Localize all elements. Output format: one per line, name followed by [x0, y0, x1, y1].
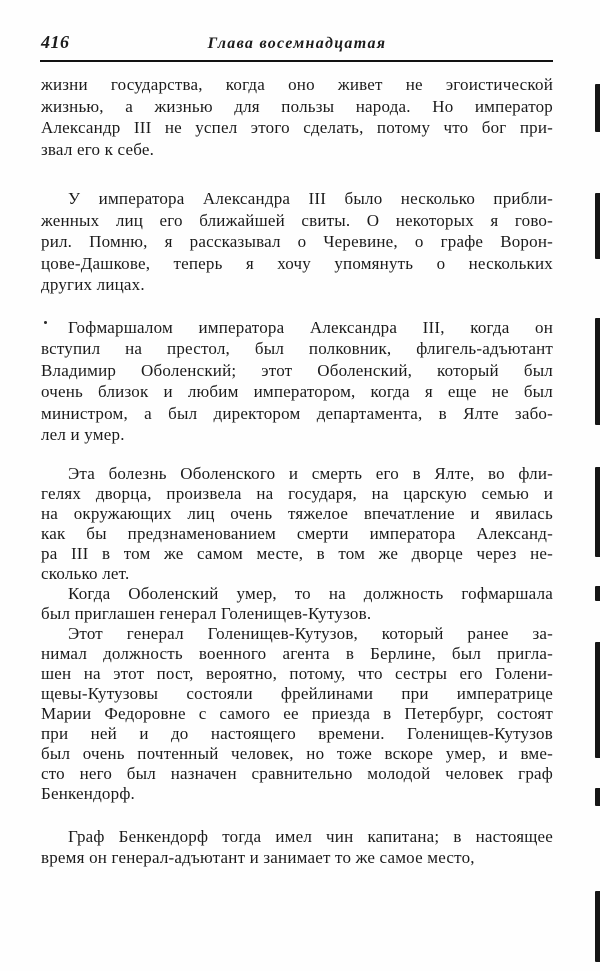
- text-line: жизнью, а жизнью для пользы народа. Но император: [41, 96, 553, 116]
- paragraph: [41, 584, 553, 624]
- text-line: ра III в том же самом месте, в том же дворце через не-: [41, 543, 553, 563]
- text-line: очень близок и любим императором, когда я еще не был: [41, 382, 553, 401]
- text-line: гелях дворца, произвела на государя, на царскую семью и: [41, 483, 553, 503]
- text-line: У императора Александра III было несколько прибли-: [68, 189, 553, 208]
- text-line: нимал должность военного агента в Берлине, был пригла-: [41, 643, 553, 663]
- header-rule: [40, 60, 553, 62]
- text-line: женных лиц его ближайшей свиты. О некоторых я гово-: [41, 210, 553, 230]
- text-line: Этот генерал Голенищев-Кутузов, который ранее за-: [68, 623, 553, 643]
- text-line: других лицах.: [41, 275, 145, 294]
- text-line: был очень почтенный человек, но тоже вскоре умер, и вме-: [41, 743, 553, 763]
- page-edge-scan-mark: [595, 193, 600, 259]
- text-line: сто него был назначен сравнительно молодой человек граф: [41, 763, 553, 783]
- text-line: как бы предзнаменованием смерти императора Александ-: [41, 523, 553, 543]
- text-line: Марии Федоровне с самого ее приезда в Петербург, состоят: [41, 703, 553, 723]
- page-edge-scan-mark: [595, 467, 600, 557]
- text-line: лел и умер.: [41, 425, 125, 444]
- text-line: Бенкендорф.: [41, 783, 135, 803]
- page-edge-scan-mark: [595, 891, 600, 962]
- text-line: Гофмаршалом императора Александра III, когда он: [68, 317, 553, 337]
- text-line: время он генерал-адъютант и занимает то же самое место,: [41, 848, 475, 867]
- text-line: Эта болезнь Оболенского и смерть его в Ялте, во фли-: [68, 463, 553, 483]
- page-edge-scan-mark: [595, 788, 600, 806]
- text-line: щевы-Кутузовы состояли фрейлинами при императрице: [41, 683, 553, 703]
- page-edge-scan-mark: [595, 642, 600, 758]
- text-line: на окружающих лиц очень тяжелое впечатление и явилась: [41, 503, 553, 523]
- text-line: цове-Дашкове, теперь я хочу упомянуть о нескольких: [41, 253, 553, 273]
- text-line: Владимир Оболенский; этот Оболенский, который был: [41, 360, 553, 380]
- paragraph: [41, 624, 553, 804]
- paragraph: [41, 188, 553, 296]
- text-line: рил. Помню, я рассказывал о Черевине, о графе Ворон-: [41, 232, 553, 251]
- page-edge-scan-mark: [595, 318, 600, 425]
- page-number: 416: [41, 32, 70, 52]
- text-line: шен на этот пост, вероятно, потому, что сестры его Голени-: [41, 663, 553, 683]
- text-line: министром, а был директором департамента, в Ялте забо-: [41, 403, 553, 423]
- paragraph: [41, 317, 553, 446]
- text-line: при ней и до настоящего времени. Голенищев-Кутузов: [41, 723, 553, 743]
- paragraph: [41, 826, 553, 869]
- text-line: жизни государства, когда оно живет не эгоистической: [41, 75, 553, 94]
- text-line: звал его к себе.: [41, 139, 155, 159]
- text-line: Александр III не успел этого сделать, потому что бог при-: [41, 118, 553, 137]
- text-line: вступил на престол, был полковник, флигель-адъютант: [41, 339, 553, 358]
- page-edge-scan-mark: [595, 84, 600, 132]
- text-line: был приглашен генерал Голенищев-Кутузов.: [41, 603, 372, 623]
- text-line: Когда Оболенский умер, то на должность гофмаршала: [68, 583, 553, 603]
- paragraph: [41, 464, 553, 584]
- ink-speck-artifact: [44, 321, 47, 324]
- text-body: [41, 74, 553, 869]
- text-line: сколько лет.: [41, 563, 130, 583]
- running-chapter-title: Глава восемнадцатая: [207, 35, 387, 52]
- paragraph: [41, 74, 553, 160]
- page-edge-scan-mark: [595, 586, 600, 601]
- text-line: Граф Бенкендорф тогда имел чин капитана; в настоящее: [68, 826, 553, 846]
